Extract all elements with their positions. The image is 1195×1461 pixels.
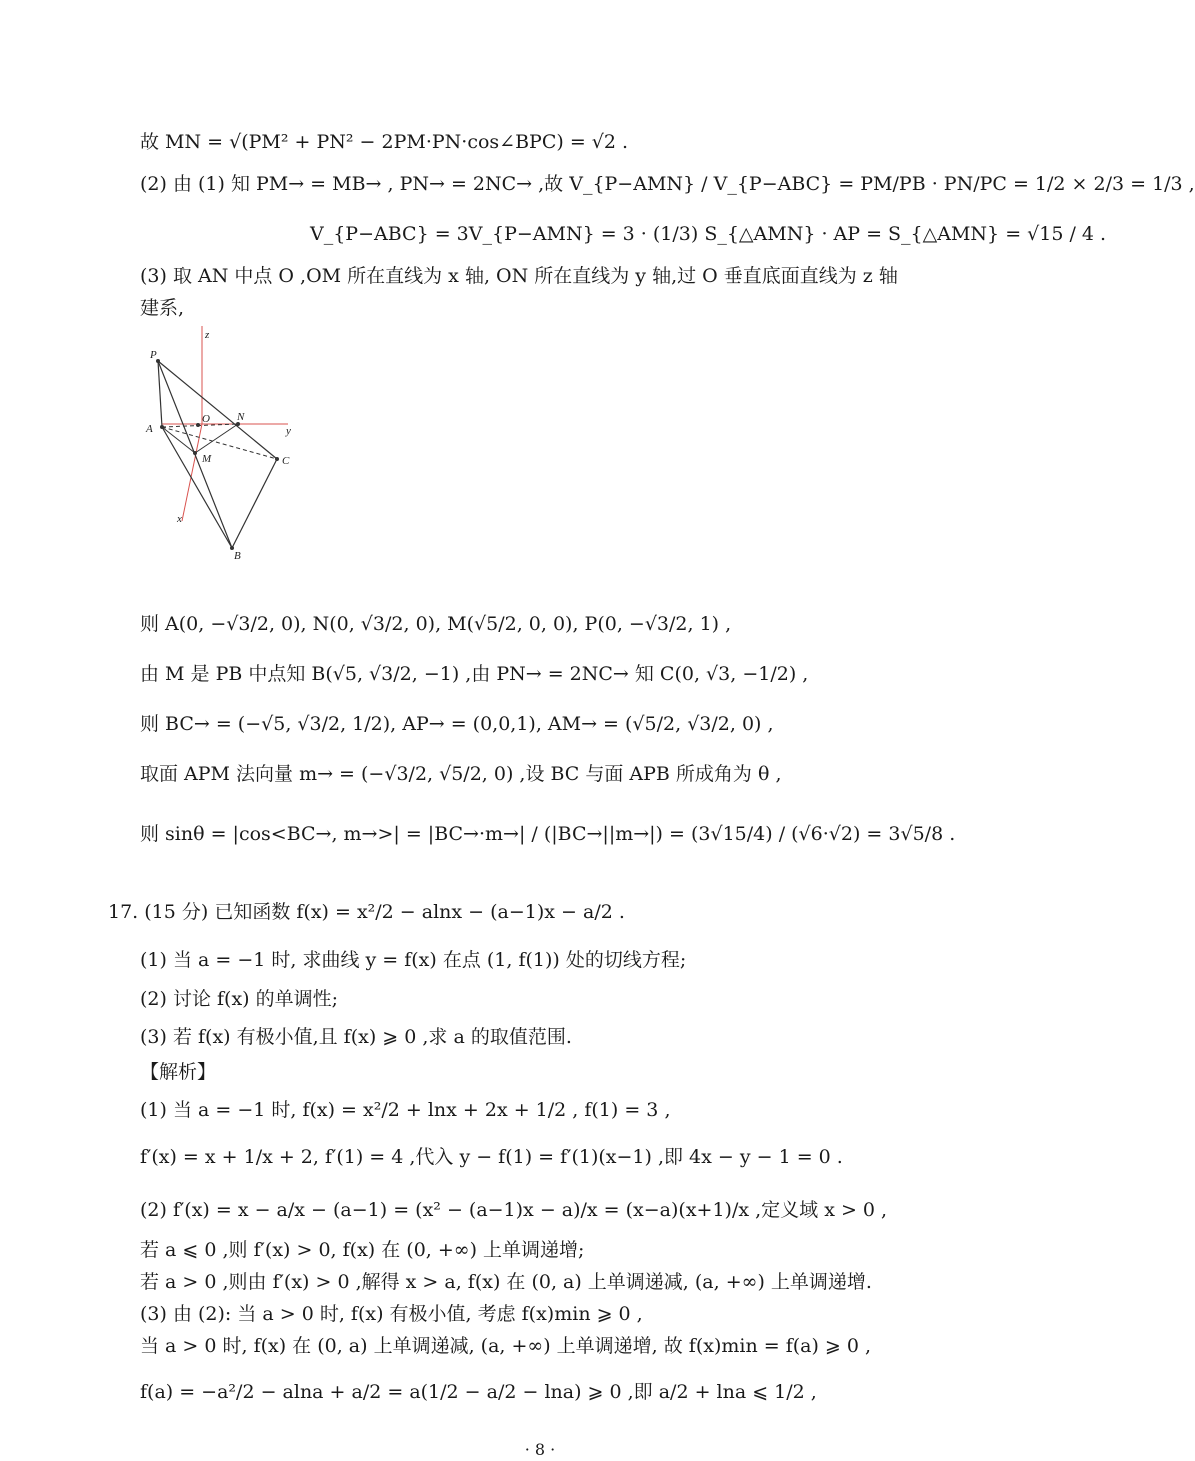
edge-AM xyxy=(162,427,195,453)
problem-17-title: 17. (15 分) 已知函数 f(x) = x²/2 − alnx − (a−1)x − a/2 . xyxy=(108,901,625,923)
edge-BC xyxy=(232,459,277,548)
label-N: N xyxy=(237,411,245,423)
edge-AB xyxy=(162,427,232,548)
text-line: 由 M 是 PB 中点知 B(√5, √3/2, −1) ,由 PN→ = 2NC→ 知 C(0, √3, −1/2) , xyxy=(140,663,809,685)
text-line: 故 MN = √(PM² + PN² − 2PM·PN·cos∠BPC) = √2 . xyxy=(140,131,629,153)
label-z: z xyxy=(205,329,210,341)
text-line: 若 a ⩽ 0 ,则 f′(x) > 0, f(x) 在 (0, +∞) 上单调递增; xyxy=(140,1239,585,1261)
edge-AC-dashed xyxy=(162,427,277,459)
text-line: V_{P−ABC} = 3V_{P−AMN} = 3 · (1/3) S_{△AMN} · AP = S_{△AMN} = √15 / 4 . xyxy=(310,223,1107,245)
text-line: (1) 当 a = −1 时, f(x) = x²/2 + lnx + 2x + 1/2 , f(1) = 3 , xyxy=(140,1099,671,1121)
label-A: A xyxy=(146,423,153,435)
label-x: x xyxy=(177,513,182,525)
tetrahedron-figure xyxy=(140,326,310,566)
edge-PC xyxy=(158,361,277,459)
label-O: O xyxy=(202,413,210,425)
text-line: (3) 若 f(x) 有极小值,且 f(x) ⩾ 0 ,求 a 的取值范围. xyxy=(140,1026,572,1048)
analysis-heading: 【解析】 xyxy=(140,1061,217,1083)
text-line: f(a) = −a²/2 − alna + a/2 = a(1/2 − a/2 − lna) ⩾ 0 ,即 a/2 + lna ⩽ 1/2 , xyxy=(140,1381,817,1403)
page-number: · 8 · xyxy=(524,1440,556,1459)
text-line: 建系, xyxy=(140,297,185,319)
text-line: 若 a > 0 ,则由 f′(x) > 0 ,解得 x > a, f(x) 在 (0, a) 上单调递减, (a, +∞) 上单调递增. xyxy=(140,1271,872,1293)
text-line: 当 a > 0 时, f(x) 在 (0, a) 上单调递减, (a, +∞) 上单调递增, 故 f(x)min = f(a) ⩾ 0 , xyxy=(140,1335,872,1357)
text-line: 取面 APM 法向量 m→ = (−√3/2, √5/2, 0) ,设 BC 与面 APB 所成角为 θ , xyxy=(140,763,782,785)
label-M: M xyxy=(202,453,212,465)
label-B: B xyxy=(234,550,241,562)
text-line: f′(x) = x + 1/x + 2, f′(1) = 4 ,代入 y − f(1) = f′(1)(x−1) ,即 4x − y − 1 = 0 . xyxy=(140,1146,843,1168)
text-line: 则 A(0, −√3/2, 0), N(0, √3/2, 0), M(√5/2, 0, 0), P(0, −√3/2, 1) , xyxy=(140,613,732,635)
text-line: 则 BC→ = (−√5, √3/2, 1/2), AP→ = (0,0,1), AM→ = (√5/2, √3/2, 0) , xyxy=(140,713,774,735)
text-line: (3) 由 (2): 当 a > 0 时, f(x) 有极小值, 考虑 f(x)min ⩾ 0 , xyxy=(140,1303,643,1325)
text-line: (2) f′(x) = x − a/x − (a−1) = (x² − (a−1)x − a)/x = (x−a)(x+1)/x ,定义域 x > 0 , xyxy=(140,1199,888,1221)
text-line: (2) 讨论 f(x) 的单调性; xyxy=(140,988,339,1010)
label-y: y xyxy=(286,425,291,437)
label-C: C xyxy=(282,455,290,467)
x-axis xyxy=(182,424,202,521)
label-P: P xyxy=(150,349,157,361)
text-line: (1) 当 a = −1 时, 求曲线 y = f(x) 在点 (1, f(1)) 处的切线方程; xyxy=(140,949,687,971)
text-line: (3) 取 AN 中点 O ,OM 所在直线为 x 轴, ON 所在直线为 y 轴,过 O 垂直底面直线为 z 轴 xyxy=(140,265,898,287)
text-line: 则 sinθ = |cos<BC→, m→>| = |BC→·m→| / (|BC→||m→|) = (3√15/4) / (√6·√2) = 3√5/8 . xyxy=(140,823,956,845)
text-line: (2) 由 (1) 知 PM→ = MB→ , PN→ = 2NC→ ,故 V_{P−AMN} / V_{P−ABC} = PM/PB · PN/PC = 1/2 × 2/3 = 1/3 , xyxy=(140,173,1195,195)
